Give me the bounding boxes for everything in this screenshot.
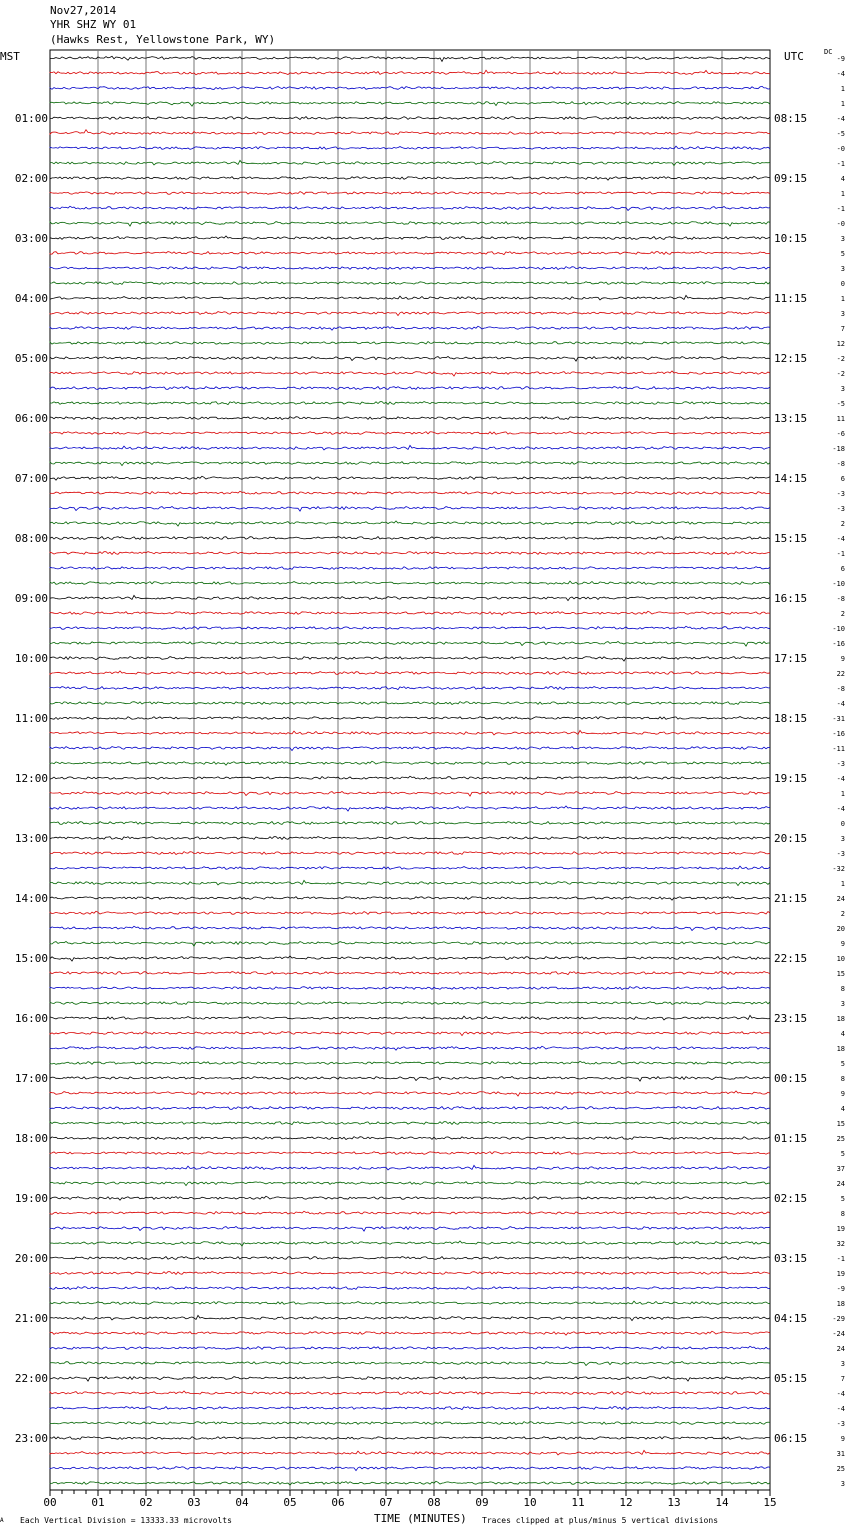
dc-offset-value: -5	[836, 130, 845, 138]
seismic-trace-row	[50, 1032, 770, 1036]
dc-offset-value: 24	[836, 1345, 845, 1353]
dc-offset-value: 11	[836, 415, 845, 423]
utc-hour-label: 17:15	[774, 652, 808, 665]
dc-offset-value: -4	[836, 1390, 845, 1398]
dc-offset-value: 2	[840, 610, 845, 618]
seismic-trace-row	[50, 702, 770, 705]
utc-hour-label: 02:15	[774, 1192, 808, 1205]
dc-offset-value: -18	[832, 445, 845, 453]
seismic-trace-row	[50, 1227, 770, 1232]
x-tick-label: 06	[331, 1496, 345, 1509]
dc-offset-value: 5	[840, 1150, 845, 1158]
mst-timezone-label: MST	[0, 50, 20, 63]
mst-hour-label: 09:00	[14, 592, 48, 605]
seismic-trace-row	[50, 747, 770, 751]
utc-hour-label: 14:15	[774, 472, 808, 485]
dc-offset-value: 18	[836, 1300, 845, 1308]
utc-timezone-label: UTC	[784, 50, 804, 63]
seismic-trace-row	[50, 717, 770, 720]
mst-hour-label: 23:00	[14, 1432, 48, 1445]
seismic-trace-row	[50, 1015, 770, 1020]
x-tick-label: 11	[571, 1496, 585, 1509]
seismic-trace-row	[50, 642, 770, 647]
seismic-trace-row	[50, 341, 770, 344]
dc-offset-value: 9	[840, 1435, 845, 1443]
dc-offset-value: -16	[832, 730, 845, 738]
mst-hour-label: 07:00	[14, 472, 48, 485]
dc-offset-value: 20	[836, 925, 845, 933]
seismic-trace-row	[50, 657, 770, 662]
dc-offset-value: -4	[836, 115, 845, 123]
seismic-trace-row	[50, 1002, 770, 1005]
dc-offset-value: 7	[840, 325, 845, 333]
dc-offset-value: -8	[836, 460, 845, 468]
seismic-trace-row	[50, 1165, 770, 1170]
dc-offset-value: 2	[840, 910, 845, 918]
utc-hour-label: 23:15	[774, 1012, 808, 1025]
dc-offset-value: 19	[836, 1270, 845, 1278]
utc-hour-label: 00:15	[774, 1072, 808, 1085]
x-axis-title: TIME (MINUTES)	[374, 1512, 467, 1525]
dc-offset-value: -2	[836, 370, 845, 378]
dc-offset-value: -3	[836, 760, 845, 768]
seismic-trace-row	[50, 491, 770, 494]
dc-offset-value: -10	[832, 625, 845, 633]
mst-hour-label: 21:00	[14, 1312, 48, 1325]
seismic-trace-row	[50, 1437, 770, 1440]
seismic-trace-row	[50, 987, 770, 990]
dc-offset-value: -4	[836, 805, 845, 813]
seismic-trace-row	[50, 552, 770, 555]
mst-hour-label: 12:00	[14, 772, 48, 785]
mst-hour-label: 11:00	[14, 712, 48, 725]
seismic-trace-row	[50, 56, 770, 61]
dc-offset-value: 3	[840, 1360, 845, 1368]
dc-offset-value: 9	[840, 940, 845, 948]
seismic-trace-row	[50, 1091, 770, 1096]
mst-hour-label: 10:00	[14, 652, 48, 665]
x-tick-label: 08	[427, 1496, 441, 1509]
x-tick-label: 01	[91, 1496, 105, 1509]
dc-offset-value: -6	[836, 430, 845, 438]
dc-offset-value: -1	[836, 1255, 845, 1263]
seismic-trace-row	[50, 1077, 770, 1082]
dc-offset-value: 3	[840, 1480, 845, 1488]
x-tick-label: 12	[619, 1496, 633, 1509]
dc-offset-value: 1	[840, 790, 845, 798]
dc-offset-value: 5	[840, 1060, 845, 1068]
x-tick-label: 07	[379, 1496, 393, 1509]
dc-offset-value: 18	[836, 1015, 845, 1023]
seismic-trace-row	[50, 1152, 770, 1155]
dc-offset-value: 3	[840, 310, 845, 318]
x-tick-label: 10	[523, 1496, 537, 1509]
mst-hour-label: 06:00	[14, 412, 48, 425]
dc-offset-value: 12	[836, 340, 845, 348]
dc-offset-value: 24	[836, 1180, 845, 1188]
dc-offset-value: 2	[840, 520, 845, 528]
dc-offset-value: 8	[840, 1210, 845, 1218]
dc-offset-value: -24	[832, 1330, 845, 1338]
dc-offset-value: 1	[840, 190, 845, 198]
seismic-trace-row	[50, 1362, 770, 1366]
dc-offset-value: -1	[836, 205, 845, 213]
clipping-note: Traces clipped at plus/minus 5 vertical divisions	[482, 1516, 719, 1525]
station-code: YHR SHZ WY 01	[50, 18, 137, 31]
dc-offset-value: 32	[836, 1240, 845, 1248]
seismic-trace-row	[50, 1467, 770, 1471]
seismic-trace-row	[50, 70, 770, 75]
seismic-trace-row	[50, 837, 770, 840]
utc-hour-label: 13:15	[774, 412, 808, 425]
seismic-trace-row	[50, 146, 770, 149]
dc-offset-value: 0	[840, 820, 845, 828]
mst-hour-label: 13:00	[14, 832, 48, 845]
seismic-trace-row	[50, 86, 770, 89]
dc-offset-value: 8	[840, 985, 845, 993]
seismic-trace-row	[50, 626, 770, 629]
seismic-trace-row	[50, 1346, 770, 1349]
dc-offset-value: 1	[840, 100, 845, 108]
dc-offset-value: 3	[840, 265, 845, 273]
seismic-trace-row	[50, 462, 770, 466]
dc-offset-value: 24	[836, 895, 845, 903]
x-tick-label: 05	[283, 1496, 297, 1509]
seismic-trace-row	[50, 206, 770, 210]
dc-offset-value: -0	[836, 145, 845, 153]
dc-offset-value: -3	[836, 505, 845, 513]
dc-offset-value: -4	[836, 70, 845, 78]
dc-offset-value: 4	[840, 1030, 845, 1038]
utc-hour-label: 19:15	[774, 772, 808, 785]
utc-hour-label: 08:15	[774, 112, 808, 125]
dc-offset-value: -3	[836, 850, 845, 858]
dc-offset-value: -2	[836, 355, 845, 363]
dc-offset-value: -9	[836, 55, 845, 63]
seismic-trace-row	[50, 282, 770, 285]
dc-offset-value: -31	[832, 715, 845, 723]
utc-hour-label: 03:15	[774, 1252, 808, 1265]
vertical-division-note: Each Vertical Division = 13333.33 microvolts	[20, 1516, 232, 1525]
mst-hour-label: 05:00	[14, 352, 48, 365]
dc-offset-value: 25	[836, 1465, 845, 1473]
dc-offset-value: 1	[840, 85, 845, 93]
dc-offset-value: 9	[840, 655, 845, 663]
seismic-trace-row	[50, 445, 770, 450]
seismic-trace-row	[50, 1122, 770, 1125]
dc-offset-value: 3	[840, 385, 845, 393]
dc-offset-value: -11	[832, 745, 845, 753]
dc-offset-value: -5	[836, 400, 845, 408]
seismic-trace-row	[50, 176, 770, 180]
seismic-trace-row	[50, 1272, 770, 1275]
seismic-trace-row	[50, 357, 770, 362]
utc-hour-label: 06:15	[774, 1432, 808, 1445]
seismic-trace-row	[50, 1481, 770, 1485]
dc-offset-value: 5	[840, 250, 845, 258]
seismic-trace-row	[50, 611, 770, 615]
utc-hour-label: 04:15	[774, 1312, 808, 1325]
dc-offset-value: -10	[832, 580, 845, 588]
seismic-trace-row	[50, 1450, 770, 1455]
mst-hour-label: 03:00	[14, 232, 48, 245]
seismic-trace-row	[50, 776, 770, 779]
seismic-trace-row	[50, 236, 770, 239]
seismic-trace-row	[50, 1257, 770, 1260]
dc-offset-value: -4	[836, 700, 845, 708]
mst-hour-label: 17:00	[14, 1072, 48, 1085]
utc-hour-label: 01:15	[774, 1132, 808, 1145]
dc-offset-value: 3	[840, 235, 845, 243]
mst-hour-label: 14:00	[14, 892, 48, 905]
dc-offset-value: -16	[832, 640, 845, 648]
seismic-trace-row	[50, 761, 770, 765]
seismic-trace-row	[50, 267, 770, 270]
seismic-trace-row	[50, 1315, 770, 1320]
dc-offset-value: -8	[836, 685, 845, 693]
seismic-trace-row	[50, 1331, 770, 1335]
utc-hour-label: 10:15	[774, 232, 808, 245]
dc-offset-value: -3	[836, 490, 845, 498]
utc-hour-label: 11:15	[774, 292, 808, 305]
seismic-trace-row	[50, 595, 770, 600]
seismic-trace-row	[50, 476, 770, 480]
mst-hour-label: 01:00	[14, 112, 48, 125]
plot-date: Nov27,2014	[50, 4, 117, 17]
dc-offset-value: 10	[836, 955, 845, 963]
dc-offset-value: 15	[836, 1120, 845, 1128]
utc-hour-label: 16:15	[774, 592, 808, 605]
mst-hour-label: 19:00	[14, 1192, 48, 1205]
seismic-trace-row	[50, 866, 770, 869]
dc-offset-value: 1	[840, 295, 845, 303]
dc-offset-value: 9	[840, 1090, 845, 1098]
dc-offset-value: 25	[836, 1135, 845, 1143]
footer-mark: A	[0, 1517, 4, 1524]
dc-offset-value: 0	[840, 280, 845, 288]
x-tick-label: 02	[139, 1496, 153, 1509]
seismic-trace-row	[50, 1241, 770, 1246]
plot-frame	[50, 50, 770, 1490]
dc-offset-value: -4	[836, 535, 845, 543]
mst-hour-label: 15:00	[14, 952, 48, 965]
seismic-trace-row	[50, 371, 770, 376]
seismic-trace-row	[50, 687, 770, 690]
dc-offset-value: -32	[832, 865, 845, 873]
seismic-trace-row	[50, 521, 770, 526]
seismic-trace-row	[50, 567, 770, 570]
dc-offset-value: 31	[836, 1450, 845, 1458]
dc-offset-value: 6	[840, 565, 845, 573]
utc-hour-label: 09:15	[774, 172, 808, 185]
seismic-trace-row	[50, 1046, 770, 1050]
dc-offset-value: 15	[836, 970, 845, 978]
dc-offset-value: -4	[836, 1405, 845, 1413]
seismic-trace-row	[50, 730, 770, 735]
seismic-trace-row	[50, 1137, 770, 1140]
mst-hour-label: 22:00	[14, 1372, 48, 1385]
seismic-trace-row	[50, 252, 770, 255]
utc-hour-label: 15:15	[774, 532, 808, 545]
mst-hour-label: 08:00	[14, 532, 48, 545]
seismic-trace-row	[50, 326, 770, 330]
seismic-trace-row	[50, 897, 770, 901]
seismic-trace-row	[50, 671, 770, 674]
dc-offset-value: -9	[836, 1285, 845, 1293]
seismic-trace-row	[50, 822, 770, 825]
seismic-trace-row	[50, 117, 770, 120]
seismic-trace-row	[50, 537, 770, 540]
seismic-trace-row	[50, 1287, 770, 1290]
seismic-trace-row	[50, 852, 770, 855]
x-tick-label: 04	[235, 1496, 249, 1509]
seismic-trace-row	[50, 222, 770, 227]
seismic-trace-row	[50, 387, 770, 390]
seismic-trace-row	[50, 911, 770, 914]
utc-hour-label: 05:15	[774, 1372, 808, 1385]
dc-offset-value: 1	[840, 880, 845, 888]
x-tick-label: 13	[667, 1496, 681, 1509]
dc-offset-value: -1	[836, 160, 845, 168]
seismic-trace-row	[50, 1107, 770, 1110]
dc-offset-value: -1	[836, 550, 845, 558]
dc-offset-value: 7	[840, 1375, 845, 1383]
seismic-trace-row	[50, 1211, 770, 1214]
dc-offset-value: -4	[836, 775, 845, 783]
seismic-trace-row	[50, 507, 770, 512]
dc-offset-value: 18	[836, 1045, 845, 1053]
mst-hour-label: 18:00	[14, 1132, 48, 1145]
dc-offset-value: 8	[840, 1075, 845, 1083]
dc-offset-value: 22	[836, 670, 845, 678]
seismic-trace-row	[50, 1422, 770, 1425]
seismic-trace-row	[50, 1377, 770, 1382]
seismic-trace-row	[50, 806, 770, 811]
seismic-trace-row	[50, 1061, 770, 1064]
seismic-trace-row	[50, 792, 770, 797]
dc-offset-value: 37	[836, 1165, 845, 1173]
mst-hour-label: 20:00	[14, 1252, 48, 1265]
x-tick-label: 15	[763, 1496, 777, 1509]
seismic-trace-row	[50, 1182, 770, 1186]
seismic-trace-row	[50, 130, 770, 135]
seismic-trace-row	[50, 432, 770, 435]
seismic-trace-row	[50, 1407, 770, 1410]
seismic-trace-row	[50, 880, 770, 885]
seismic-trace-row	[50, 192, 770, 195]
dc-offset-value: 4	[840, 175, 845, 183]
dc-offset-value: 19	[836, 1225, 845, 1233]
seismic-trace-row	[50, 102, 770, 107]
dc-offset-value: 3	[840, 835, 845, 843]
dc-offset-value: -0	[836, 220, 845, 228]
seismic-trace-row	[50, 295, 770, 300]
utc-hour-label: 20:15	[774, 832, 808, 845]
seismic-trace-row	[50, 1391, 770, 1394]
dc-offset-value: 4	[840, 1105, 845, 1113]
x-tick-label: 03	[187, 1496, 201, 1509]
seismic-trace-row	[50, 956, 770, 961]
dc-offset-value: 5	[840, 1195, 845, 1203]
x-tick-label: 09	[475, 1496, 489, 1509]
x-tick-label: 00	[43, 1496, 57, 1509]
mst-hour-label: 16:00	[14, 1012, 48, 1025]
dc-offset-value: 3	[840, 1000, 845, 1008]
station-location: (Hawks Rest, Yellowstone Park, WY)	[50, 33, 276, 46]
seismic-trace-row	[50, 160, 770, 165]
seismic-trace-row	[50, 417, 770, 420]
utc-hour-label: 21:15	[774, 892, 808, 905]
dc-offset-value: -3	[836, 1420, 845, 1428]
seismic-trace-row	[50, 402, 770, 405]
seismic-trace-row	[50, 972, 770, 975]
seismic-trace-row	[50, 581, 770, 585]
seismic-trace-row	[50, 926, 770, 930]
seismic-trace-row	[50, 312, 770, 316]
dc-offset-value: 6	[840, 475, 845, 483]
x-tick-label: 14	[715, 1496, 729, 1509]
mst-hour-label: 02:00	[14, 172, 48, 185]
utc-hour-label: 22:15	[774, 952, 808, 965]
mst-hour-label: 04:00	[14, 292, 48, 305]
seismic-trace-row	[50, 1196, 770, 1200]
seismic-trace-row	[50, 1301, 770, 1304]
utc-hour-label: 12:15	[774, 352, 808, 365]
dc-offset-header: DC	[824, 48, 833, 56]
dc-offset-value: -8	[836, 595, 845, 603]
utc-hour-label: 18:15	[774, 712, 808, 725]
seismic-trace-row	[50, 942, 770, 947]
dc-offset-value: -29	[832, 1315, 845, 1323]
